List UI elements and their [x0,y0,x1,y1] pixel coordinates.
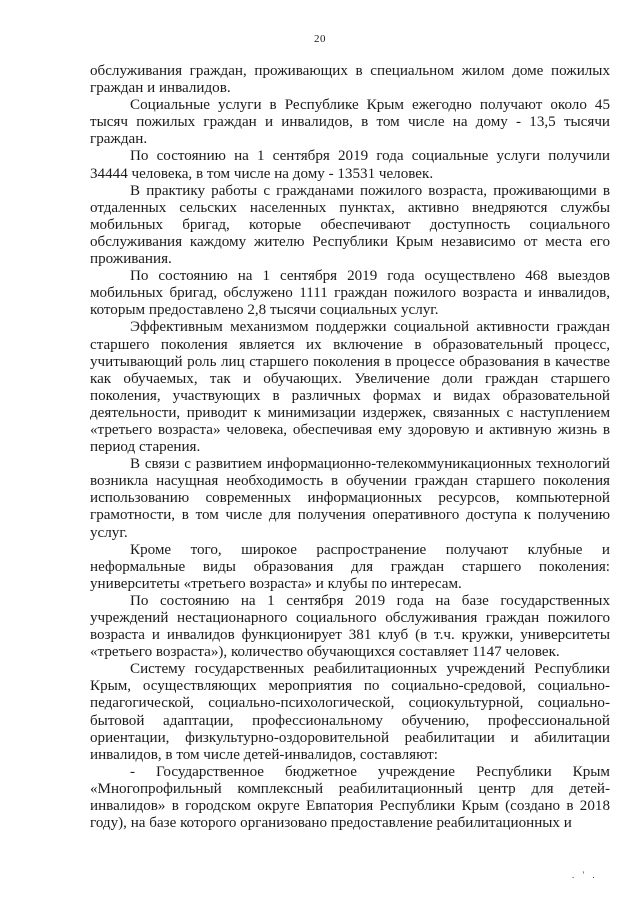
paragraph: обслуживания граждан, проживающих в специальном жилом доме пожилых граждан и инвалидов. [90,63,610,97]
document-body [90,63,610,832]
paragraph: По состоянию на 1 сентября 2019 года на базе государственных учреждений нестационарного социального обслуживания граждан пожилого возраста и инвалидов функционирует 381 клуб (в т.ч. кружки, университеты «третьего возраста»), количество обучающихся составляет 1147 человек. [90,592,610,661]
paragraph: Эффективным механизмом поддержки социальной активности граждан старшего поколения является их включение в образовательный процесс, учитывающий роль лиц старшего поколения в процессе образования в качестве как обучаемых, так и обучающих. Увеличение доли граждан старшего поколения, участвующих в различных формах и видах образовательной деятельности, приводит к минимизации издержек, связанных с наступлением «третьего возраста» человека, обеспечивая ему здоровую и активную жизнь в период старения. [90,319,610,456]
paragraph: Систему государственных реабилитационных учреждений Республики Крым, осуществляющих мероприятия по социально-средовой, социально-педагогической, социально-психологической, социокультурной, социально-бытовой адаптации, профессиональному обучению, профессиональной ориентации, физкультурно-оздоровительной реабилитации и абилитации инвалидов, в том числе детей-инвалидов, составляют: [90,661,610,763]
paragraph: По состоянию на 1 сентября 2019 года социальные услуги получили 34444 человека, в том числе на дому - 13531 человек. [90,148,610,182]
scan-marks: . ' . [572,870,598,880]
page-number: 20 [314,33,326,45]
list-item: - Государственное бюджетное учреждение Республики Крым «Многопрофильный комплексный реабилитационный центр для детей-инвалидов» в городском округе Евпатория Республики Крым (создано в 2018 году), на базе которого организовано предоставление реабилитационных и [90,763,610,832]
paragraph: В практику работы с гражданами пожилого возраста, проживающими в отдаленных сельских населенных пунктах, активно внедряются службы мобильных бригад, которые обеспечивают доступность социального обслуживания каждому жителю Республики Крым независимо от места его проживания. [90,182,610,268]
paragraph: Кроме того, широкое распространение получают клубные и неформальные виды образования для граждан старшего поколения: университеты «третьего возраста» и клубы по интересам. [90,541,610,592]
paragraph: По состоянию на 1 сентября 2019 года осуществлено 468 выездов мобильных бригад, обслужено 1111 граждан пожилого возраста и инвалидов, которым предоставлено 2,8 тысячи социальных услуг. [90,268,610,319]
paragraph: Социальные услуги в Республике Крым ежегодно получают около 45 тысяч пожилых граждан и инвалидов, в том числе на дому - 13,5 тысячи граждан. [90,97,610,148]
paragraph: В связи с развитием информационно-телекоммуникационных технологий возникла насущная необходимость в обучении граждан старшего поколения использованию современных информационных ресурсов, компьютерной грамотности, в том числе для получения оперативного доступа к получению услуг. [90,456,610,541]
